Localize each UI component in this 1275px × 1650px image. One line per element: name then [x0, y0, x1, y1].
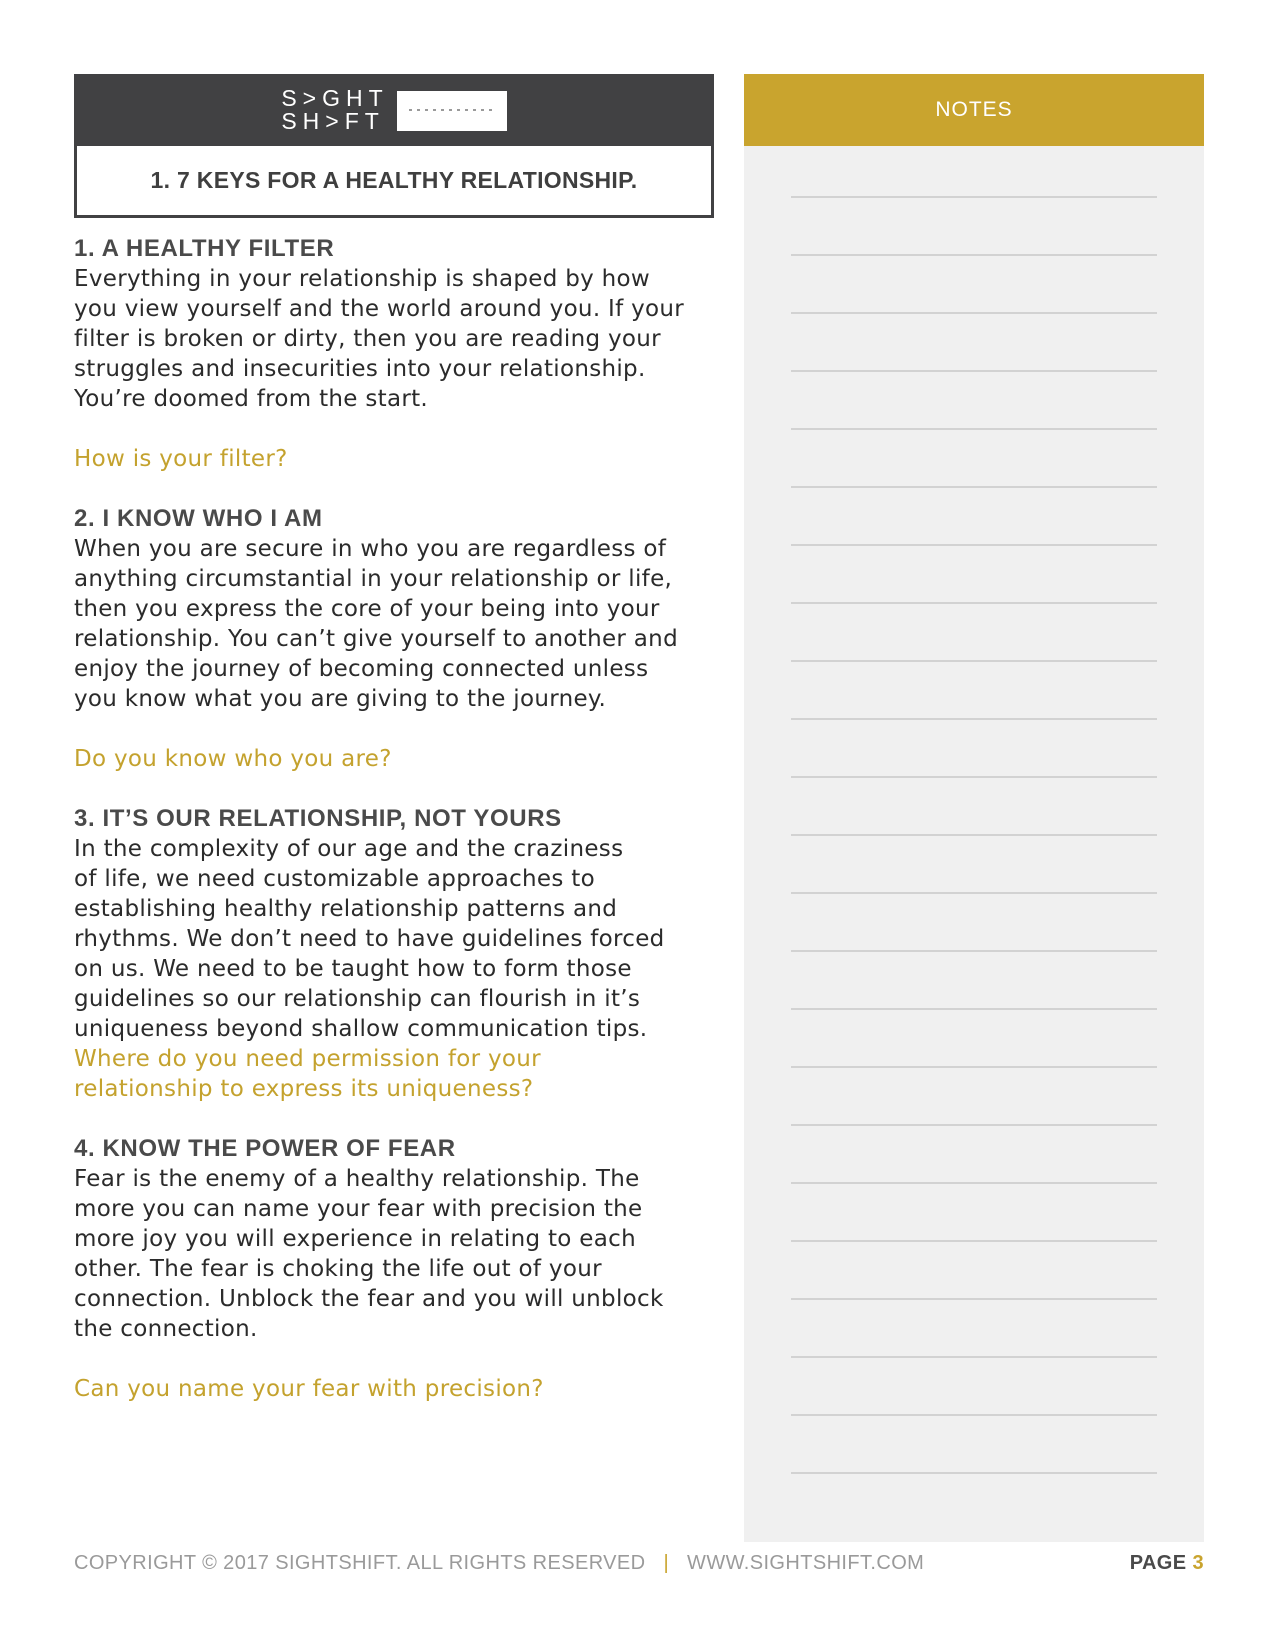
note-line	[791, 1008, 1157, 1010]
note-line	[791, 428, 1157, 430]
body-line: Fear is the enemy of a healthy relationship. The	[74, 1166, 640, 1192]
body-line: uniqueness beyond shallow communication tips.	[74, 1016, 648, 1042]
section-heading: 1. A HEALTHY FILTER	[74, 235, 335, 262]
logo-mark-scribble	[409, 109, 495, 111]
worksheet-title: 1. 7 KEYS FOR A HEALTHY RELATIONSHIP.	[150, 167, 638, 193]
footer-separator: |	[663, 1552, 670, 1574]
note-line	[791, 312, 1157, 314]
footer-left	[74, 1552, 924, 1575]
section-body	[74, 1164, 714, 1344]
note-line	[791, 1472, 1157, 1474]
notes-panel	[744, 74, 1204, 1542]
body-line: relationship. You can’t give yourself to another and	[74, 626, 678, 652]
note-line	[791, 602, 1157, 604]
brand-bar	[74, 74, 714, 146]
note-line	[791, 950, 1157, 952]
section-body	[74, 834, 714, 1044]
body-line: you view yourself and the world around you. If your	[74, 296, 685, 322]
body-line: In the complexity of our age and the craziness	[74, 836, 624, 862]
copyright-text: COPYRIGHT © 2017 SIGHTSHIFT. ALL RIGHTS RESERVED	[74, 1552, 646, 1574]
note-line	[791, 776, 1157, 778]
section-power-of-fear	[74, 1134, 714, 1404]
question-line: relationship to express its uniqueness?	[74, 1076, 534, 1102]
note-line	[791, 544, 1157, 546]
page-label: PAGE	[1129, 1552, 1187, 1574]
note-line	[791, 1414, 1157, 1416]
section-heading: 3. IT’S OUR RELATIONSHIP, NOT YOURS	[74, 805, 562, 832]
body-line: enjoy the journey of becoming connected unless	[74, 656, 649, 682]
body-line: the connection.	[74, 1316, 258, 1342]
body-line: more joy you will experience in relating to each	[74, 1226, 636, 1252]
page-indicator	[1130, 1552, 1204, 1575]
body-line: struggles and insecurities into your relationship.	[74, 356, 646, 382]
note-line	[791, 1356, 1157, 1358]
question-line: Where do you need permission for your	[74, 1046, 541, 1072]
worksheet-column	[74, 74, 714, 1434]
section-heading: 2. I KNOW WHO I AM	[74, 505, 323, 532]
question-line: Can you name your fear with precision?	[74, 1376, 544, 1402]
sightshift-logo	[281, 87, 388, 133]
logo-line-1: S>GHT	[281, 85, 389, 111]
section-heading: 4. KNOW THE POWER OF FEAR	[74, 1135, 456, 1162]
page-footer	[74, 1552, 1204, 1575]
section-know-who-i-am	[74, 504, 714, 774]
worksheet-content	[74, 234, 714, 1404]
body-line: on us. We need to be taught how to form those	[74, 956, 632, 982]
body-line: connection. Unblock the fear and you will unblock	[74, 1286, 664, 1312]
logo-line-2: SH>FT	[281, 108, 385, 134]
notes-header: NOTES	[744, 74, 1204, 146]
question-line: Do you know who you are?	[74, 746, 392, 772]
note-line	[791, 1182, 1157, 1184]
section-body	[74, 534, 714, 714]
body-line: anything circumstantial in your relationship or life,	[74, 566, 673, 592]
website-link[interactable]: WWW.SIGHTSHIFT.COM	[687, 1552, 925, 1574]
body-line: Everything in your relationship is shaped by how	[74, 266, 651, 292]
note-line	[791, 718, 1157, 720]
body-line: guidelines so our relationship can flourish in it’s	[74, 986, 641, 1012]
note-line	[791, 1066, 1157, 1068]
question-line: How is your filter?	[74, 446, 288, 472]
note-line	[791, 834, 1157, 836]
body-line: establishing healthy relationship patterns and	[74, 896, 618, 922]
worksheet-title-box	[74, 146, 714, 218]
note-line	[791, 486, 1157, 488]
reflection-question	[74, 444, 714, 474]
body-line: other. The fear is choking the life out of your	[74, 1256, 602, 1282]
body-line: more you can name your fear with precision the	[74, 1196, 643, 1222]
note-line	[791, 254, 1157, 256]
body-line: When you are secure in who you are regardless of	[74, 536, 667, 562]
section-our-relationship	[74, 804, 714, 1104]
note-line	[791, 196, 1157, 198]
section-body	[74, 264, 714, 414]
body-line: filter is broken or dirty, then you are reading your	[74, 326, 661, 352]
logo-mark	[397, 91, 507, 131]
body-line: rhythms. We don’t need to have guidelines forced	[74, 926, 665, 952]
note-line	[791, 1124, 1157, 1126]
body-line: of life, we need customizable approaches to	[74, 866, 595, 892]
note-line	[791, 1240, 1157, 1242]
reflection-question	[74, 1044, 714, 1104]
section-healthy-filter	[74, 234, 714, 474]
body-line: then you express the core of your being into your	[74, 596, 660, 622]
reflection-question	[74, 1374, 714, 1404]
body-line: you know what you are giving to the journey.	[74, 686, 607, 712]
reflection-question	[74, 744, 714, 774]
note-line	[791, 1298, 1157, 1300]
note-line	[791, 660, 1157, 662]
body-line: You’re doomed from the start.	[74, 386, 429, 412]
note-line	[791, 370, 1157, 372]
page-number: 3	[1192, 1552, 1204, 1574]
note-line	[791, 892, 1157, 894]
